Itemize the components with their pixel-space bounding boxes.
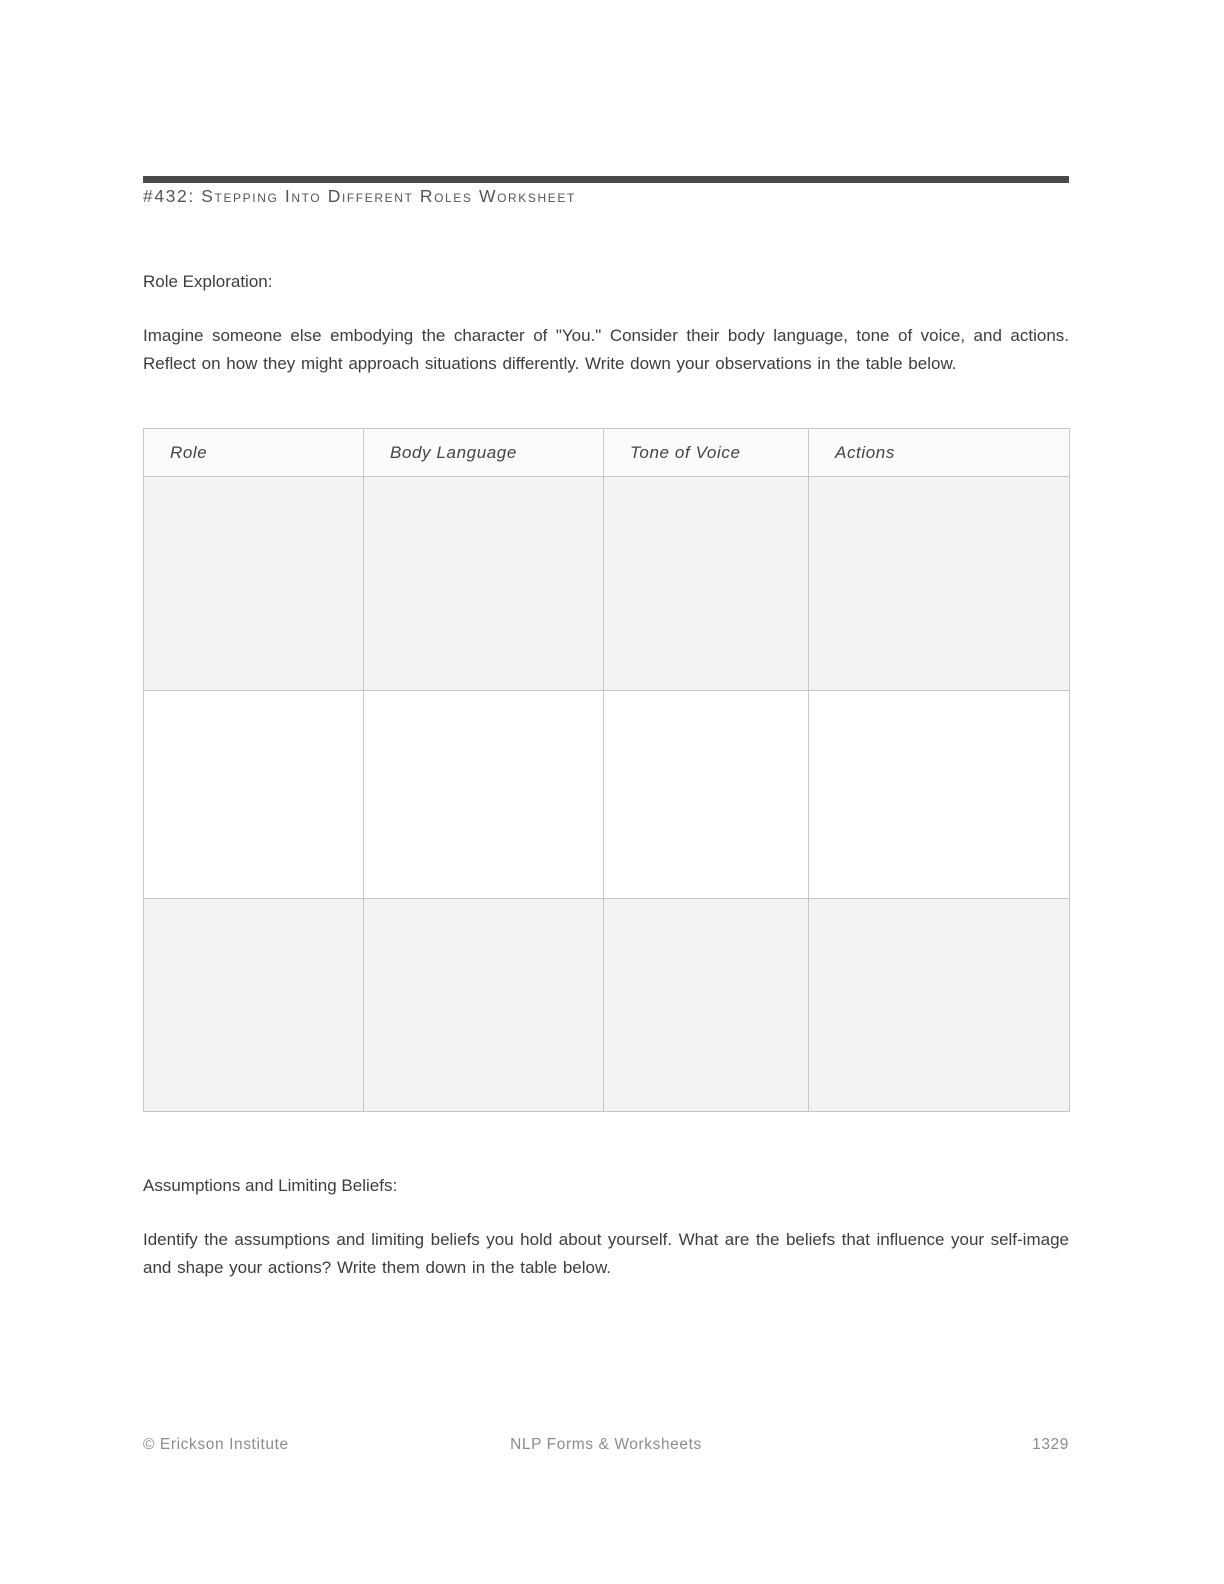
table-cell bbox=[809, 899, 1070, 1112]
column-header-role: Role bbox=[144, 429, 364, 477]
column-header-tone-of-voice: Tone of Voice bbox=[604, 429, 809, 477]
instructions-assumptions: Identify the assumptions and limiting beliefs you hold about yourself. What are the beliefs that influence your self-image and shape your actions? Write them down in the table below. bbox=[143, 1230, 1069, 1277]
footer-document-name: NLP Forms & Worksheets bbox=[510, 1436, 702, 1453]
table-row bbox=[144, 691, 1070, 899]
table-cell bbox=[364, 691, 604, 899]
footer-page-number: 1329 bbox=[1032, 1436, 1069, 1453]
column-header-actions: Actions bbox=[809, 429, 1070, 477]
section-heading-assumptions: Assumptions and Limiting Beliefs: bbox=[143, 1176, 398, 1195]
table-cell bbox=[364, 899, 604, 1112]
table-cell bbox=[604, 691, 809, 899]
column-header-body-language: Body Language bbox=[364, 429, 604, 477]
table-cell bbox=[364, 477, 604, 691]
table-cell bbox=[144, 899, 364, 1112]
table-cell bbox=[809, 477, 1070, 691]
table-cell bbox=[604, 899, 809, 1112]
header-rule-bar bbox=[143, 176, 1069, 183]
table-cell bbox=[144, 477, 364, 691]
table-cell bbox=[144, 691, 364, 899]
section-heading-role-exploration: Role Exploration: bbox=[143, 272, 273, 291]
table-header-row bbox=[144, 429, 1070, 477]
table-row bbox=[144, 899, 1070, 1112]
table-row bbox=[144, 477, 1070, 691]
page-title: #432: Stepping Into Different Roles Worksheet bbox=[143, 186, 576, 206]
page-footer bbox=[143, 1436, 1069, 1454]
roles-table bbox=[143, 428, 1069, 1112]
instructions-role-exploration: Imagine someone else embodying the character of "You." Consider their body language, tone of voice, and actions. Reflect on how they might approach situations differently. Write down your observations in the table below. bbox=[143, 326, 1069, 373]
footer-copyright: © Erickson Institute bbox=[143, 1436, 289, 1453]
table-cell bbox=[604, 477, 809, 691]
table-cell bbox=[809, 691, 1070, 899]
